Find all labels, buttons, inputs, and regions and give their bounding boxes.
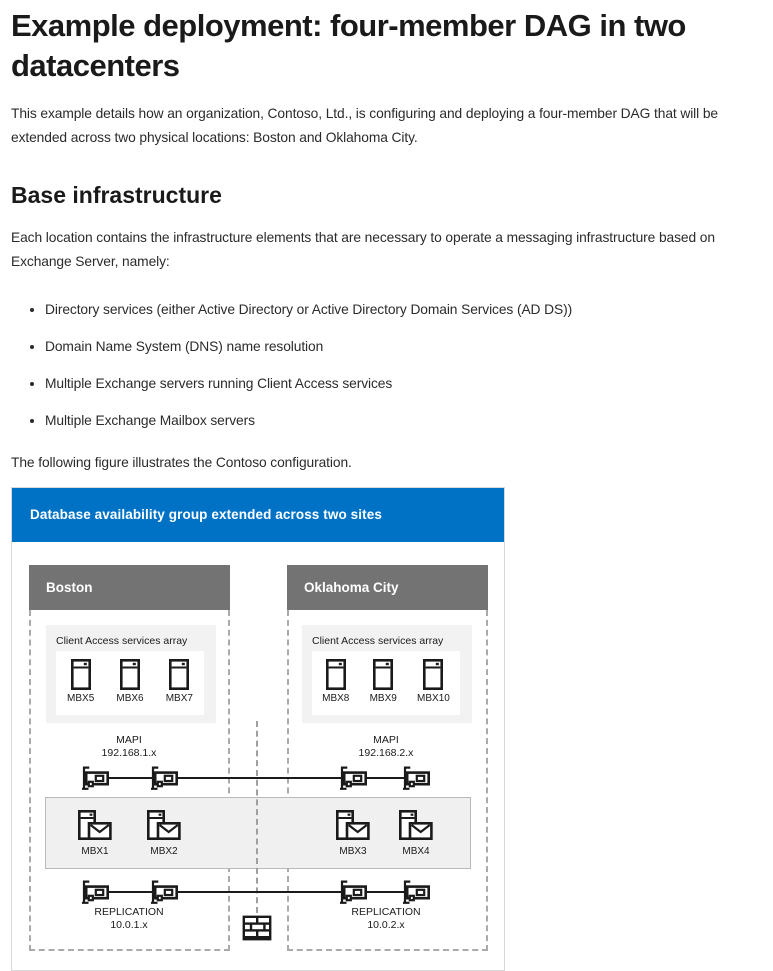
site-header-oklahoma-city: Oklahoma City: [287, 565, 488, 610]
network-adapter-icon: [81, 880, 109, 904]
server-label: MBX8: [322, 693, 350, 704]
network-name: MAPI: [116, 734, 142, 746]
mapi-network-line: [95, 777, 417, 779]
dag-diagram-figure: [11, 487, 505, 971]
mapi-network-label-boston: [69, 734, 189, 760]
server-cell: [370, 659, 397, 715]
mapi-network-label-oklahoma-city: [326, 734, 446, 760]
server-icon: [120, 659, 140, 690]
site-header-boston: Boston: [29, 565, 230, 610]
network-name: MAPI: [373, 734, 399, 746]
server-label: MBX6: [116, 693, 144, 704]
network-subnet: 10.0.1.x: [110, 919, 148, 931]
server-icon: [71, 659, 91, 690]
mailbox-server-label: MBX4: [402, 846, 430, 857]
server-cell: [67, 659, 94, 715]
network-adapter-icon: [339, 880, 367, 904]
site-divider-dashed-line: [256, 721, 258, 913]
network-name: REPLICATION: [94, 906, 164, 918]
mailbox-server-label: MBX2: [150, 846, 178, 857]
cas-array-label: Client Access services array: [312, 635, 444, 647]
list-item: • Domain Name System (DNS) name resolution: [45, 337, 761, 357]
server-icon: [326, 659, 346, 690]
server-label: MBX7: [165, 693, 193, 704]
server-icon: [373, 659, 393, 690]
server-cell: [417, 659, 450, 715]
server-cell: [116, 659, 143, 715]
figure-title-bar: Database availability group extended across two sites: [12, 488, 504, 542]
list-item: • Multiple Exchange Mailbox servers: [45, 411, 761, 431]
network-subnet: 192.168.1.x: [101, 747, 157, 759]
mailbox-server-label: MBX3: [339, 846, 367, 857]
network-adapter-icon: [150, 766, 178, 790]
server-icon: [169, 659, 189, 690]
replication-network-label-boston: [69, 906, 189, 932]
server-label: MBX10: [417, 693, 450, 704]
server-cell: [322, 659, 349, 715]
replication-network-label-oklahoma-city: [326, 906, 446, 932]
mailbox-server-icon: [336, 810, 370, 842]
server-icon: [423, 659, 443, 690]
network-adapter-icon: [402, 766, 430, 790]
list-item: • Directory services (either Active Directory or Active Directory Domain Services (AD DS)): [45, 300, 761, 320]
list-item: • Multiple Exchange servers running Client Access services: [45, 374, 761, 394]
network-subnet: 10.0.2.x: [367, 919, 405, 931]
replication-network-line: [95, 891, 417, 893]
server-label: MBX5: [67, 693, 95, 704]
cas-array-label: Client Access services array: [56, 635, 188, 647]
mailbox-server-icon: [399, 810, 433, 842]
network-adapter-icon: [339, 766, 367, 790]
cas-array-servers-oklahoma-city: [312, 651, 460, 715]
network-subnet: 192.168.2.x: [358, 747, 414, 759]
network-adapter-icon: [150, 880, 178, 904]
section-intro-paragraph: Each location contains the infrastructure elements that are necessary to operate a messaging infrastructure based on Exchange Server, namely:: [11, 230, 715, 269]
network-name: REPLICATION: [351, 906, 421, 918]
mailbox-server-icon: [78, 810, 112, 842]
cas-array-servers-boston: [56, 651, 204, 715]
figure-lead-paragraph: The following figure illustrates the Contoso configuration.: [11, 455, 352, 470]
mailbox-server-icon: [147, 810, 181, 842]
network-adapter-icon: [81, 766, 109, 790]
firewall-icon: [242, 915, 272, 941]
mailbox-server-label: MBX1: [81, 846, 109, 857]
intro-paragraph: This example details how an organization, Contoso, Ltd., is configuring and deploying a four-member DAG that will be extended across two physical locations: Boston and Oklahoma City.: [11, 106, 718, 145]
server-label: MBX9: [369, 693, 397, 704]
page-title: Example deployment: four-member DAG in two datacenters: [11, 8, 686, 83]
infrastructure-list: [11, 300, 761, 431]
section-heading: Base infrastructure: [11, 182, 222, 208]
server-cell: [166, 659, 193, 715]
network-adapter-icon: [402, 880, 430, 904]
